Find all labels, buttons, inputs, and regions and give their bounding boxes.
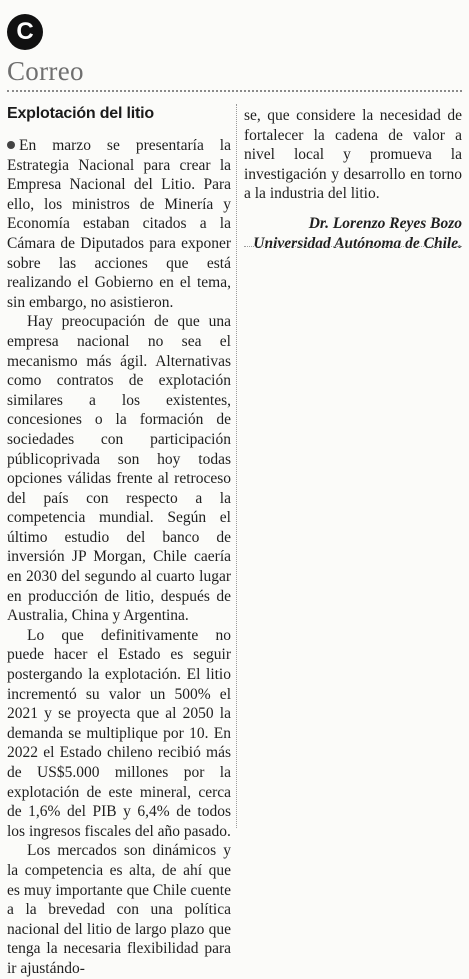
column-divider [236,104,237,828]
article-title: Explotación del litio [7,105,154,122]
article-column-right [244,106,462,253]
author-name: Dr. Lorenzo Reyes Bozo [308,214,462,232]
article-paragraph-3: Lo que definitivamente no puede hacer el Estado es seguir postergando la explotación. El litio incrementó su valor un 500% el 2021 y se proyecta que al 2050 la demanda se multiplique por 10. En 2022 el Estado chileno recibió más de US$5.000 millones por la explotación de este mineral, cerca de 1,6% del PIB y 6,4% de todos los ingresos fiscales del año pasado. [7,626,231,840]
header-divider [7,90,462,92]
article-paragraph-1 [7,136,231,312]
section-name: Correo [7,56,84,86]
article-paragraph-4-start: Los mercados son dinámicos y la competencia es alta, de ahí que es muy importante que Chile cuente a la brevedad con una política nacional del litio de largo plazo que tenga la necesaria flexibilidad para ir ajustándo- [7,842,231,977]
author-signature [244,214,462,253]
bullet-icon [7,141,15,149]
section-badge: C [7,14,43,50]
author-affiliation: Universidad Autónoma de Chile. [253,234,462,252]
article-paragraph-4-end: se, que considere la necesidad de fortalecer la cadena de valor a nivel local y promueva la investigación y desarrollo en torno a la industria del litio. [244,107,462,203]
signature-divider [244,246,462,247]
paragraph-text: En marzo se presentaría la Estrategia Nacional para crear la Empresa Nacional del Litio. Para ello, los ministros de Minería y Economía estaban citados a la Cámara de Diputados para exponer sobre las acciones que está realizando el Gobierno en el tema, sin embargo, no asistieron. [7,137,231,311]
article-column-left [7,104,231,979]
article-paragraph-2: Hay preocupación de que una empresa nacional no sea el mecanismo más ágil. Alternativas como contratos de explotación similares a los existentes, concesiones o la formación de sociedades con participación públicoprivada son hoy todas opciones válidas frente al retroceso del país con respecto a la competencia mundial. Según el último estudio del banco de inversión JP Morgan, Chile caería en 2030 del segundo al cuarto lugar en producción de litio, después de Australia, China y Argentina. [7,313,231,625]
